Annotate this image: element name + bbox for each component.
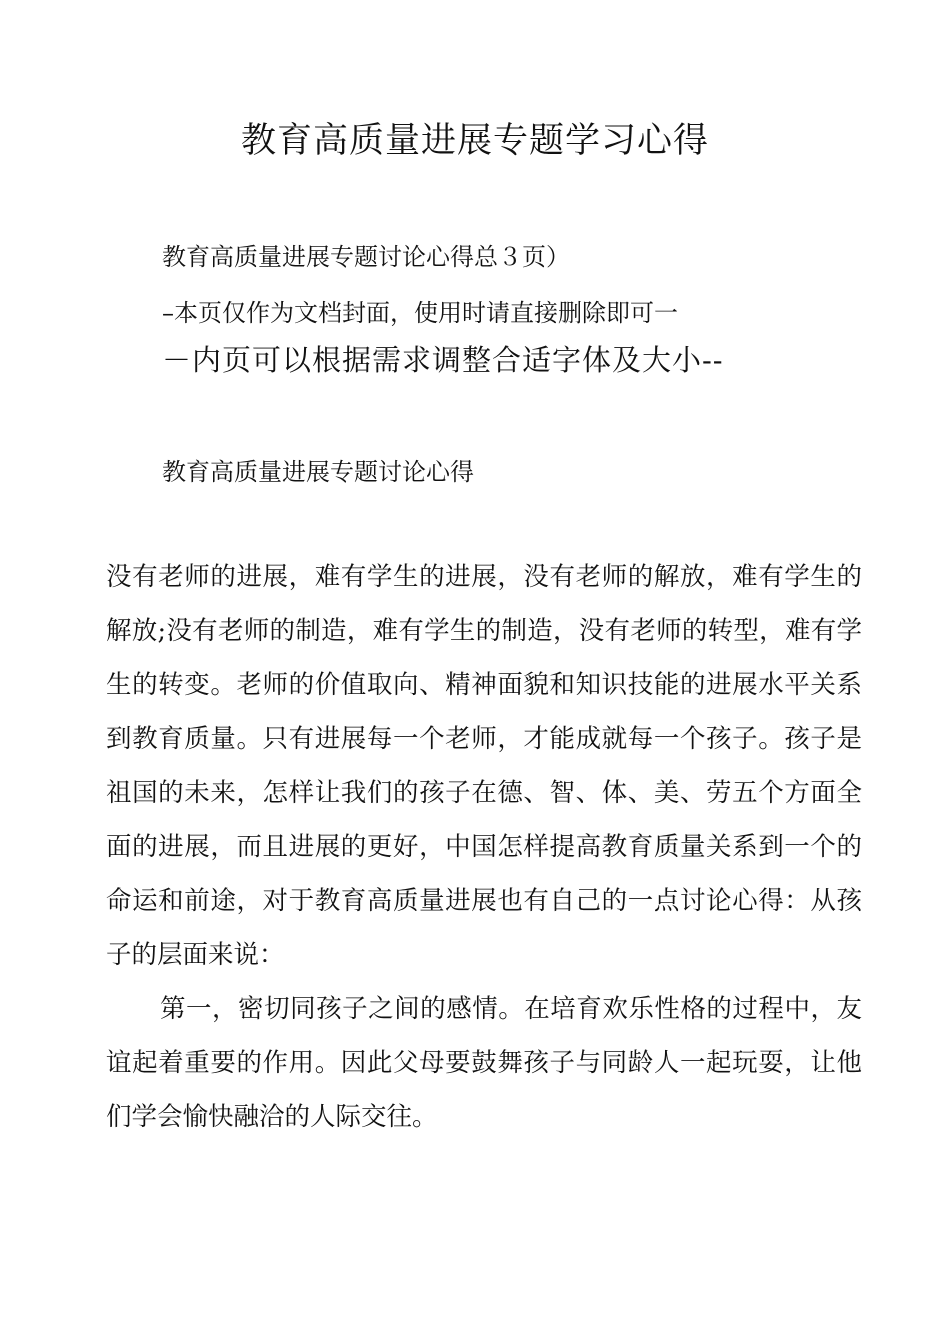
body-paragraph-2: 第一，密切同孩子之间的感情。在培育欢乐性格的过程中，友谊起着重要的作用。因此父母要鼓舞孩子与同龄人一起玩耍，让他们学会愉快融洽的人际交往。 [106, 994, 862, 1132]
cover-line-page-count: 教育高质量进展专题讨论心得总３页） [162, 243, 570, 271]
document-subtitle: 教育高质量进展专题讨论心得 [162, 458, 474, 486]
cover-line-font-note: －内页可以根据需求调整合适字体及大小-- [162, 343, 724, 377]
cover-line-delete-note: –本页仅作为文档封面，使用时请直接删除即可一 [162, 299, 678, 327]
body-paragraph-1: 没有老师的进展，难有学生的进展，没有老师的解放，难有学生的解放;没有老师的制造，难有学生的制造，没有老师的转型，难有学生的转变。老师的价值取向、精神面貌和知识技能的进展水平关系到教育质量。只有进展每一个老师，才能成就每一个孩子。孩子是祖国的未来，怎样让我们的孩子在德、智、体、美、劳五个方面全面的进展，而且进展的更好，中国怎样提高教育质量关系到一个的命运和前途，对于教育高质量进展也有自己的一点讨论心得：从孩子的层面来说： [106, 562, 862, 970]
document-title: 教育高质量进展专题学习心得 [240, 121, 709, 161]
